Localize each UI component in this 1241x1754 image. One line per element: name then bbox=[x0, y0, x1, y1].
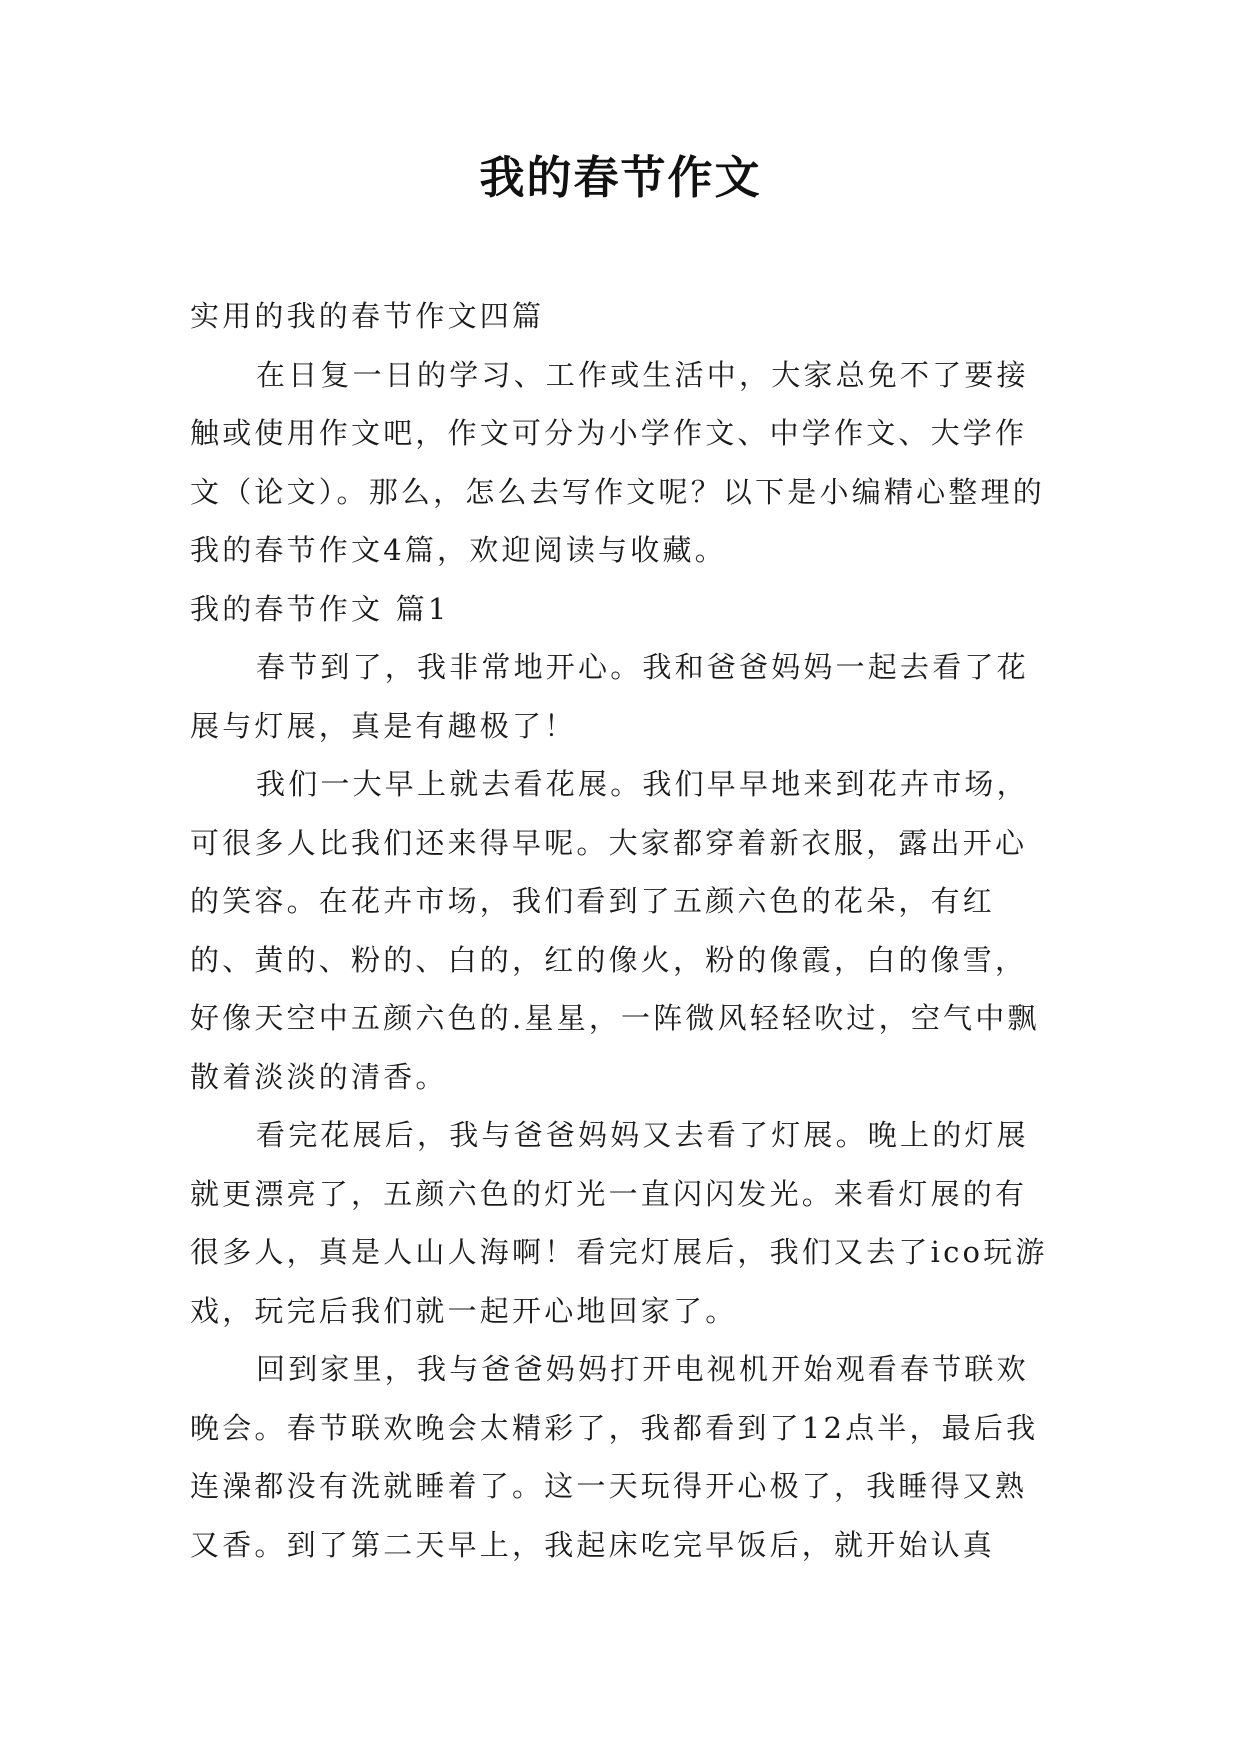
document-title: 我的春节作文 bbox=[479, 151, 762, 204]
essay-paragraph-4: 回到家里，我与爸爸妈妈打开电视机开始观看春节联欢晚会。春节联欢晚会太精彩了，我都看到了12点半，最后我连澡都没有洗就睡着了。这一天玩得开心极了，我睡得又熟又香。到了第二天早上，我起床吃完早饭后，就开始认真 bbox=[190, 1352, 1039, 1562]
essay-paragraph-3: 看完花展后，我与爸爸妈妈又去看了灯展。晚上的灯展就更漂亮了，五颜六色的灯光一直闪闪发光。来看灯展的有很多人，真是人山人海啊！看完灯展后，我们又去了ico玩游戏，玩完后我们就一起开心地回家了。 bbox=[190, 1118, 1048, 1328]
intro-paragraph: 在日复一日的学习、工作或生活中，大家总免不了要接触或使用作文吧，作文可分为小学作文、中学作文、大学作文（论文）。那么，怎么去写作文呢？以下是小编精心整理的我的春节作文4篇，欢迎阅读与收藏。 bbox=[190, 357, 1045, 567]
section-heading: 我的春节作文 篇1 bbox=[190, 591, 450, 626]
document-body bbox=[190, 287, 1050, 1574]
document-subtitle: 实用的我的春节作文四篇 bbox=[190, 299, 545, 333]
essay-paragraph-1: 春节到了，我非常地开心。我和爸爸妈妈一起去看了花展与灯展，真是有趣极了！ bbox=[190, 650, 1029, 743]
essay-paragraph-2: 我们一大早上就去看花展。我们早早地来到花卉市场，可很多人比我们还来得早呢。大家都穿着新衣服，露出开心的笑容。在花卉市场，我们看到了五颜六色的花朵，有红的、黄的、粉的、白的，红的像火，粉的像霞，白的像雪，好像天空中五颜六色的.星星，一阵微风轻轻吹过，空气中飘散着淡淡的清香。 bbox=[190, 767, 1040, 1094]
